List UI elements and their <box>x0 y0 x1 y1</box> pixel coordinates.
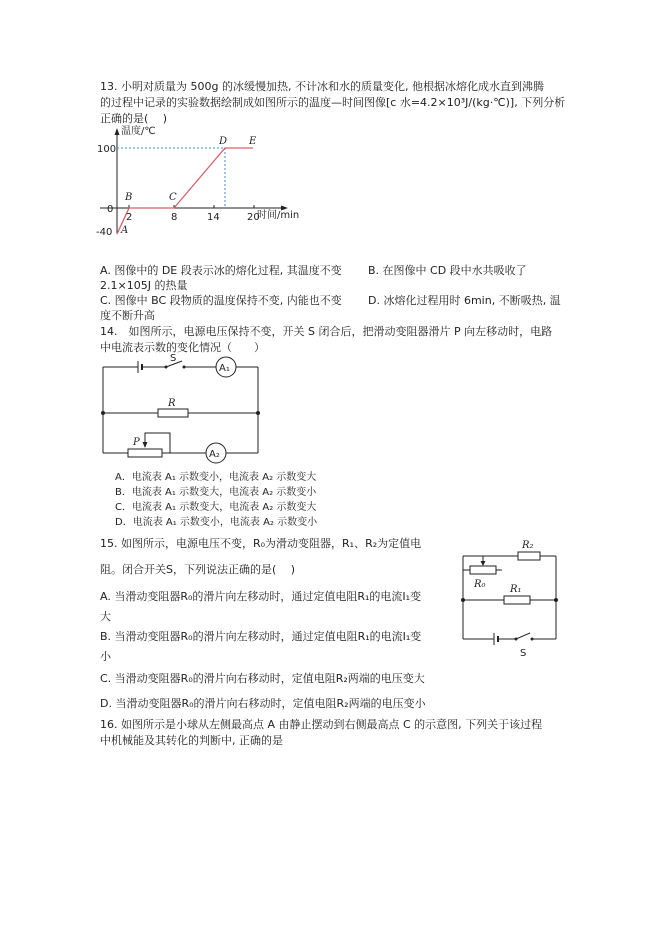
graph-xtick-20: 20 <box>247 212 260 223</box>
graph-xtick-8: 8 <box>171 212 178 223</box>
q14-circuit-diagram <box>98 353 264 467</box>
q13-option-d: D. 冰熔化过程用时 6min, 不断吸热, 温 <box>368 294 561 307</box>
q13-option-b-cont: 2.1×105J 的热量 <box>100 279 188 292</box>
graph-ytick-100: 100 <box>97 144 117 155</box>
graph-xtick-2: 2 <box>126 212 133 223</box>
q14-option-a: A．电流表 A₁ 示数变小，电流表 A₂ 示数变大 <box>115 472 317 483</box>
graph-point-e: E <box>249 136 257 147</box>
q15-stem-line1: 15. 如图所示，电源电压不变，R₀为滑动变阻器，R₁、R₂为定值电 <box>100 537 422 550</box>
q15-option-d: D. 当滑动变阻器R₀的滑片向右移动时，定值电阻R₂两端的电压变小 <box>100 697 426 710</box>
q15-option-b: B. 当滑动变阻器R₀的滑片向左移动时，通过定值电阻R₁的电流I₁变 <box>100 630 422 643</box>
q14-option-d: D．电流表 A₁ 示数变小，电流表 A₂ 示数变小 <box>115 517 318 528</box>
ammeter-a1-label: A₁ <box>219 363 230 374</box>
graph-ytick-minus40: -40 <box>96 227 113 238</box>
graph-ytick-0: 0 <box>107 204 114 215</box>
resistor-r1-label: R₁ <box>510 584 522 595</box>
q16-stem-line2: 中机械能及其转化的判断中, 正确的是 <box>100 734 283 747</box>
graph-point-c: C <box>169 192 177 203</box>
q16-stem-line1: 16. 如图所示是小球从左侧最高点 A 由静止摆动到右侧最高点 C 的示意图, 下列关于该过程 <box>100 718 543 731</box>
q13-option-a: A. 图像中的 DE 段表示冰的熔化过程, 其温度不变 <box>100 264 342 277</box>
q14-stem-line1: 14. 如图所示，电源电压保持不变，开关 S 闭合后，把滑动变阻器滑片 P 向左移动时，电路 <box>100 325 553 338</box>
graph-point-d: D <box>219 136 228 147</box>
graph-xtick-14: 14 <box>207 212 220 223</box>
q13-option-c: C. 图像中 BC 段物质的温度保持不变, 内能也不变 <box>100 294 342 307</box>
q13-stem-line3: 正确的是( ) <box>100 112 168 125</box>
switch-s-label: S <box>520 648 527 659</box>
graph-point-b: B <box>125 192 133 203</box>
q15-option-c: C. 当滑动变阻器R₀的滑片向右移动时，定值电阻R₂两端的电压变大 <box>100 672 425 685</box>
q13-option-d-cont: 度不断升高 <box>100 309 155 322</box>
q13-option-b: B. 在图像中 CD 段中水共吸收了 <box>368 264 527 277</box>
q14-stem-line2: 中电流表示数的变化情况（ ） <box>100 341 265 354</box>
q15-circuit-diagram <box>458 534 562 660</box>
switch-label-s: S <box>170 353 177 364</box>
graph-ylabel: 温度/℃ <box>121 126 156 137</box>
q14-option-b: B．电流表 A₁ 示数变大，电流表 A₂ 示数变小 <box>115 487 317 498</box>
q15-option-b-cont: 小 <box>100 650 111 663</box>
q15-option-a: A. 当滑动变阻器R₀的滑片向左移动时，通过定值电阻R₁的电流I₁变 <box>100 590 422 603</box>
q14-option-c: C．电流表 A₁ 示数变大，电流表 A₂ 示数变大 <box>115 502 317 513</box>
q15-option-a-cont: 大 <box>100 610 111 623</box>
slider-p-label: P <box>133 437 140 448</box>
resistor-r2-label: R₂ <box>522 540 534 551</box>
graph-point-a: A <box>121 225 129 236</box>
ammeter-a2-label: A₂ <box>209 449 220 460</box>
q15-stem-line2: 阻。闭合开关S，下列说法正确的是( ) <box>100 563 296 576</box>
rheostat-r0-label: R₀ <box>474 579 486 590</box>
graph-xlabel: 时间/min <box>257 210 300 221</box>
q13-stem-line1: 13. 小明对质量为 500g 的冰缓慢加热, 不计冰和水的质量变化, 他根据冰熔化成水直到沸腾 <box>100 80 544 93</box>
q13-stem-line2: 的过程中记录的实验数据绘制成如图所示的温度—时间图像[c 水=4.2×10³J/(kg·℃)], 下列分析 <box>100 96 566 109</box>
resistor-r-label: R <box>168 398 176 409</box>
q13-temperature-time-graph <box>95 122 325 262</box>
